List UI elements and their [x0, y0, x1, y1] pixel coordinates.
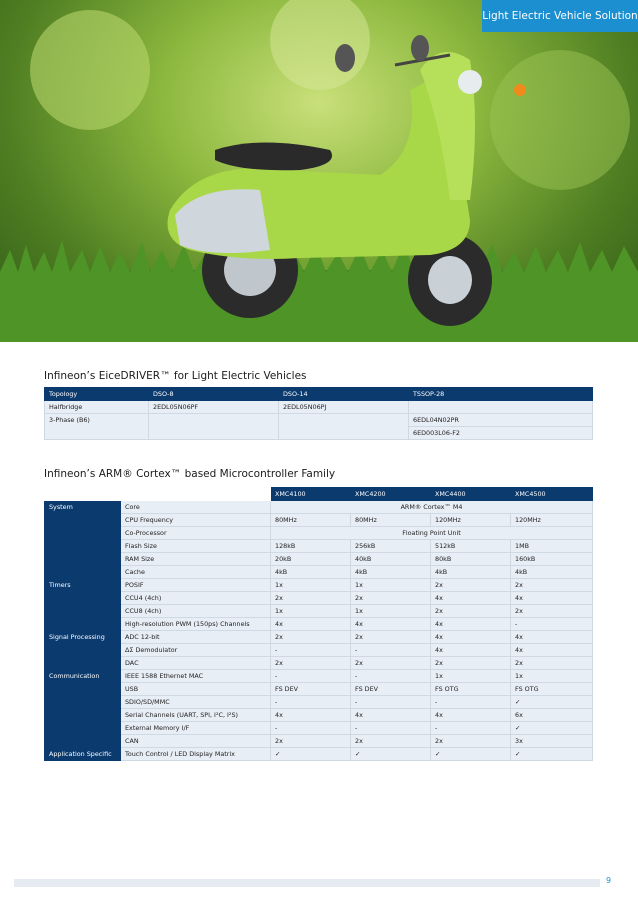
table-cell: 256kB: [351, 540, 431, 553]
empty-cell: [121, 488, 271, 501]
xmc-table: [44, 487, 593, 761]
table-row: [45, 683, 593, 696]
table-row: [45, 709, 593, 722]
feature-cell: CCU8 (4ch): [121, 605, 271, 618]
table-cell: [279, 414, 409, 440]
table-cell: 2x: [271, 592, 351, 605]
eicedriver-title: Infineon’s EiceDRIVER™ for Light Electric Vehicles: [44, 370, 307, 382]
table-cell: 1x: [271, 579, 351, 592]
feature-cell: CCU4 (4ch): [121, 592, 271, 605]
table-header-row: [45, 388, 593, 401]
header-cell: XMC4100: [271, 488, 351, 501]
table-cell: 2x: [351, 592, 431, 605]
group-label: Signal Processing: [45, 631, 121, 670]
header-cell: XMC4500: [511, 488, 593, 501]
table-cell: 4kB: [351, 566, 431, 579]
feature-cell: DAC: [121, 657, 271, 670]
table-cell: 4x: [431, 618, 511, 631]
table-row: [45, 631, 593, 644]
check-icon: ✓: [351, 748, 431, 761]
feature-cell: Co-Processor: [121, 527, 271, 540]
table-cell: 2x: [351, 631, 431, 644]
table-cell: 2x: [511, 605, 593, 618]
check-icon: ✓: [511, 722, 593, 735]
table-cell: -: [271, 722, 351, 735]
table-row: [45, 501, 593, 514]
table-cell: 4x: [431, 644, 511, 657]
table-cell: FS DEV: [351, 683, 431, 696]
table-cell: 2x: [271, 735, 351, 748]
table-cell: -: [351, 670, 431, 683]
table-row: [45, 414, 593, 427]
feature-cell: POSIF: [121, 579, 271, 592]
table-cell: 2x: [511, 579, 593, 592]
table-cell: 2EDL05N06PJ: [279, 401, 409, 414]
table-cell: 4kB: [511, 566, 593, 579]
table-cell: 1x: [511, 670, 593, 683]
feature-cell: High-resolution PWM (150ps) Channels: [121, 618, 271, 631]
header-cell: XMC4400: [431, 488, 511, 501]
table-cell: -: [351, 696, 431, 709]
table-row: [45, 722, 593, 735]
table-cell: 2x: [351, 657, 431, 670]
table-row: [45, 553, 593, 566]
feature-cell: ΔΣ Demodulator: [121, 644, 271, 657]
table-cell: FS OTG: [511, 683, 593, 696]
table-cell: 4x: [431, 631, 511, 644]
eicedriver-table: [44, 387, 593, 440]
table-row: [45, 605, 593, 618]
table-cell: Halfbridge: [45, 401, 149, 414]
table-cell: 128kB: [271, 540, 351, 553]
check-icon: ✓: [271, 748, 351, 761]
table-cell: 4x: [431, 592, 511, 605]
table-cell: 4kB: [431, 566, 511, 579]
group-label: System: [45, 501, 121, 579]
table-cell: 2x: [511, 657, 593, 670]
table-cell: -: [271, 644, 351, 657]
table-cell: -: [511, 618, 593, 631]
empty-cell: [45, 488, 121, 501]
header-cell: DSO-8: [149, 388, 279, 401]
table-cell: 160kB: [511, 553, 593, 566]
header-cell: TSSOP-28: [409, 388, 593, 401]
feature-cell: CAN: [121, 735, 271, 748]
table-cell: 2x: [271, 657, 351, 670]
feature-cell: ADC 12-bit: [121, 631, 271, 644]
table-cell: 1x: [351, 605, 431, 618]
xmc-title: Infineon’s ARM® Cortex™ based Microcontroller Family: [44, 468, 336, 480]
table-row: [45, 592, 593, 605]
table-cell: 2x: [431, 735, 511, 748]
table-cell: 3x: [511, 735, 593, 748]
footer-bar: [14, 879, 600, 887]
table-cell: -: [431, 696, 511, 709]
table-cell: 1MB: [511, 540, 593, 553]
table-cell: -: [271, 670, 351, 683]
table-cell: 6ED003L06-F2: [409, 427, 593, 440]
table-cell: 80MHz: [271, 514, 351, 527]
feature-cell: CPU Frequency: [121, 514, 271, 527]
check-icon: ✓: [511, 748, 593, 761]
table-cell: 4x: [351, 618, 431, 631]
table-row: [45, 748, 593, 761]
table-cell: 2x: [351, 735, 431, 748]
table-row: [45, 696, 593, 709]
table-cell: 4x: [511, 592, 593, 605]
table-cell: 2x: [431, 657, 511, 670]
scooter-on-grass-image: [0, 0, 638, 342]
table-cell: 120MHz: [511, 514, 593, 527]
table-cell: [409, 401, 593, 414]
table-cell: 120MHz: [431, 514, 511, 527]
table-cell: 6EDL04N02PR: [409, 414, 593, 427]
table-cell: 80MHz: [351, 514, 431, 527]
table-cell: [149, 414, 279, 440]
feature-cell: Cache: [121, 566, 271, 579]
table-cell: 4x: [431, 709, 511, 722]
table-cell: ARM® Cortex™ M4: [271, 501, 593, 514]
table-cell: 4x: [511, 631, 593, 644]
table-cell: -: [431, 722, 511, 735]
table-row: [45, 735, 593, 748]
feature-cell: External Memory I/F: [121, 722, 271, 735]
table-cell: 1x: [431, 670, 511, 683]
table-cell: 40kB: [351, 553, 431, 566]
table-cell: 512kB: [431, 540, 511, 553]
table-cell: 1x: [271, 605, 351, 618]
feature-cell: Flash Size: [121, 540, 271, 553]
table-row: [45, 579, 593, 592]
section-tag: Light Electric Vehicle Solution: [482, 0, 638, 32]
feature-cell: IEEE 1588 Ethernet MAC: [121, 670, 271, 683]
table-cell: -: [351, 644, 431, 657]
table-cell: 2x: [431, 605, 511, 618]
feature-cell: Serial Channels (UART, SPI, I²C, I²S): [121, 709, 271, 722]
table-cell: 4x: [271, 618, 351, 631]
table-cell: 20kB: [271, 553, 351, 566]
table-cell: 2x: [431, 579, 511, 592]
table-cell: 4x: [351, 709, 431, 722]
table-cell: 3-Phase (B6): [45, 414, 149, 440]
check-icon: ✓: [511, 696, 593, 709]
table-cell: 6x: [511, 709, 593, 722]
feature-cell: USB: [121, 683, 271, 696]
table-cell: 4x: [271, 709, 351, 722]
check-icon: ✓: [431, 748, 511, 761]
header-cell: Topology: [45, 388, 149, 401]
feature-cell: SDIO/SD/MMC: [121, 696, 271, 709]
table-cell: -: [271, 696, 351, 709]
table-cell: FS DEV: [271, 683, 351, 696]
group-label: Timers: [45, 579, 121, 631]
header-cell: DSO-14: [279, 388, 409, 401]
table-header-row: [45, 488, 593, 501]
table-cell: 80kB: [431, 553, 511, 566]
table-cell: 2x: [271, 631, 351, 644]
table-row: [45, 566, 593, 579]
table-cell: FS OTG: [431, 683, 511, 696]
table-row: [45, 527, 593, 540]
header-cell: XMC4200: [351, 488, 431, 501]
feature-cell: Core: [121, 501, 271, 514]
table-cell: Floating Point Unit: [271, 527, 593, 540]
group-label: Communication: [45, 670, 121, 748]
table-row: [45, 644, 593, 657]
table-row: [45, 540, 593, 553]
table-row: [45, 657, 593, 670]
table-cell: 4x: [511, 644, 593, 657]
table-cell: -: [351, 722, 431, 735]
table-cell: 4kB: [271, 566, 351, 579]
table-cell: 2EDL05N06PF: [149, 401, 279, 414]
group-label: Application Specific: [45, 748, 121, 761]
page-number: 9: [606, 876, 612, 885]
table-row: [45, 401, 593, 414]
feature-cell: Touch Control / LED Display Matrix: [121, 748, 271, 761]
feature-cell: RAM Size: [121, 553, 271, 566]
table-row: [45, 670, 593, 683]
table-cell: 1x: [351, 579, 431, 592]
table-row: [45, 514, 593, 527]
table-row: [45, 618, 593, 631]
